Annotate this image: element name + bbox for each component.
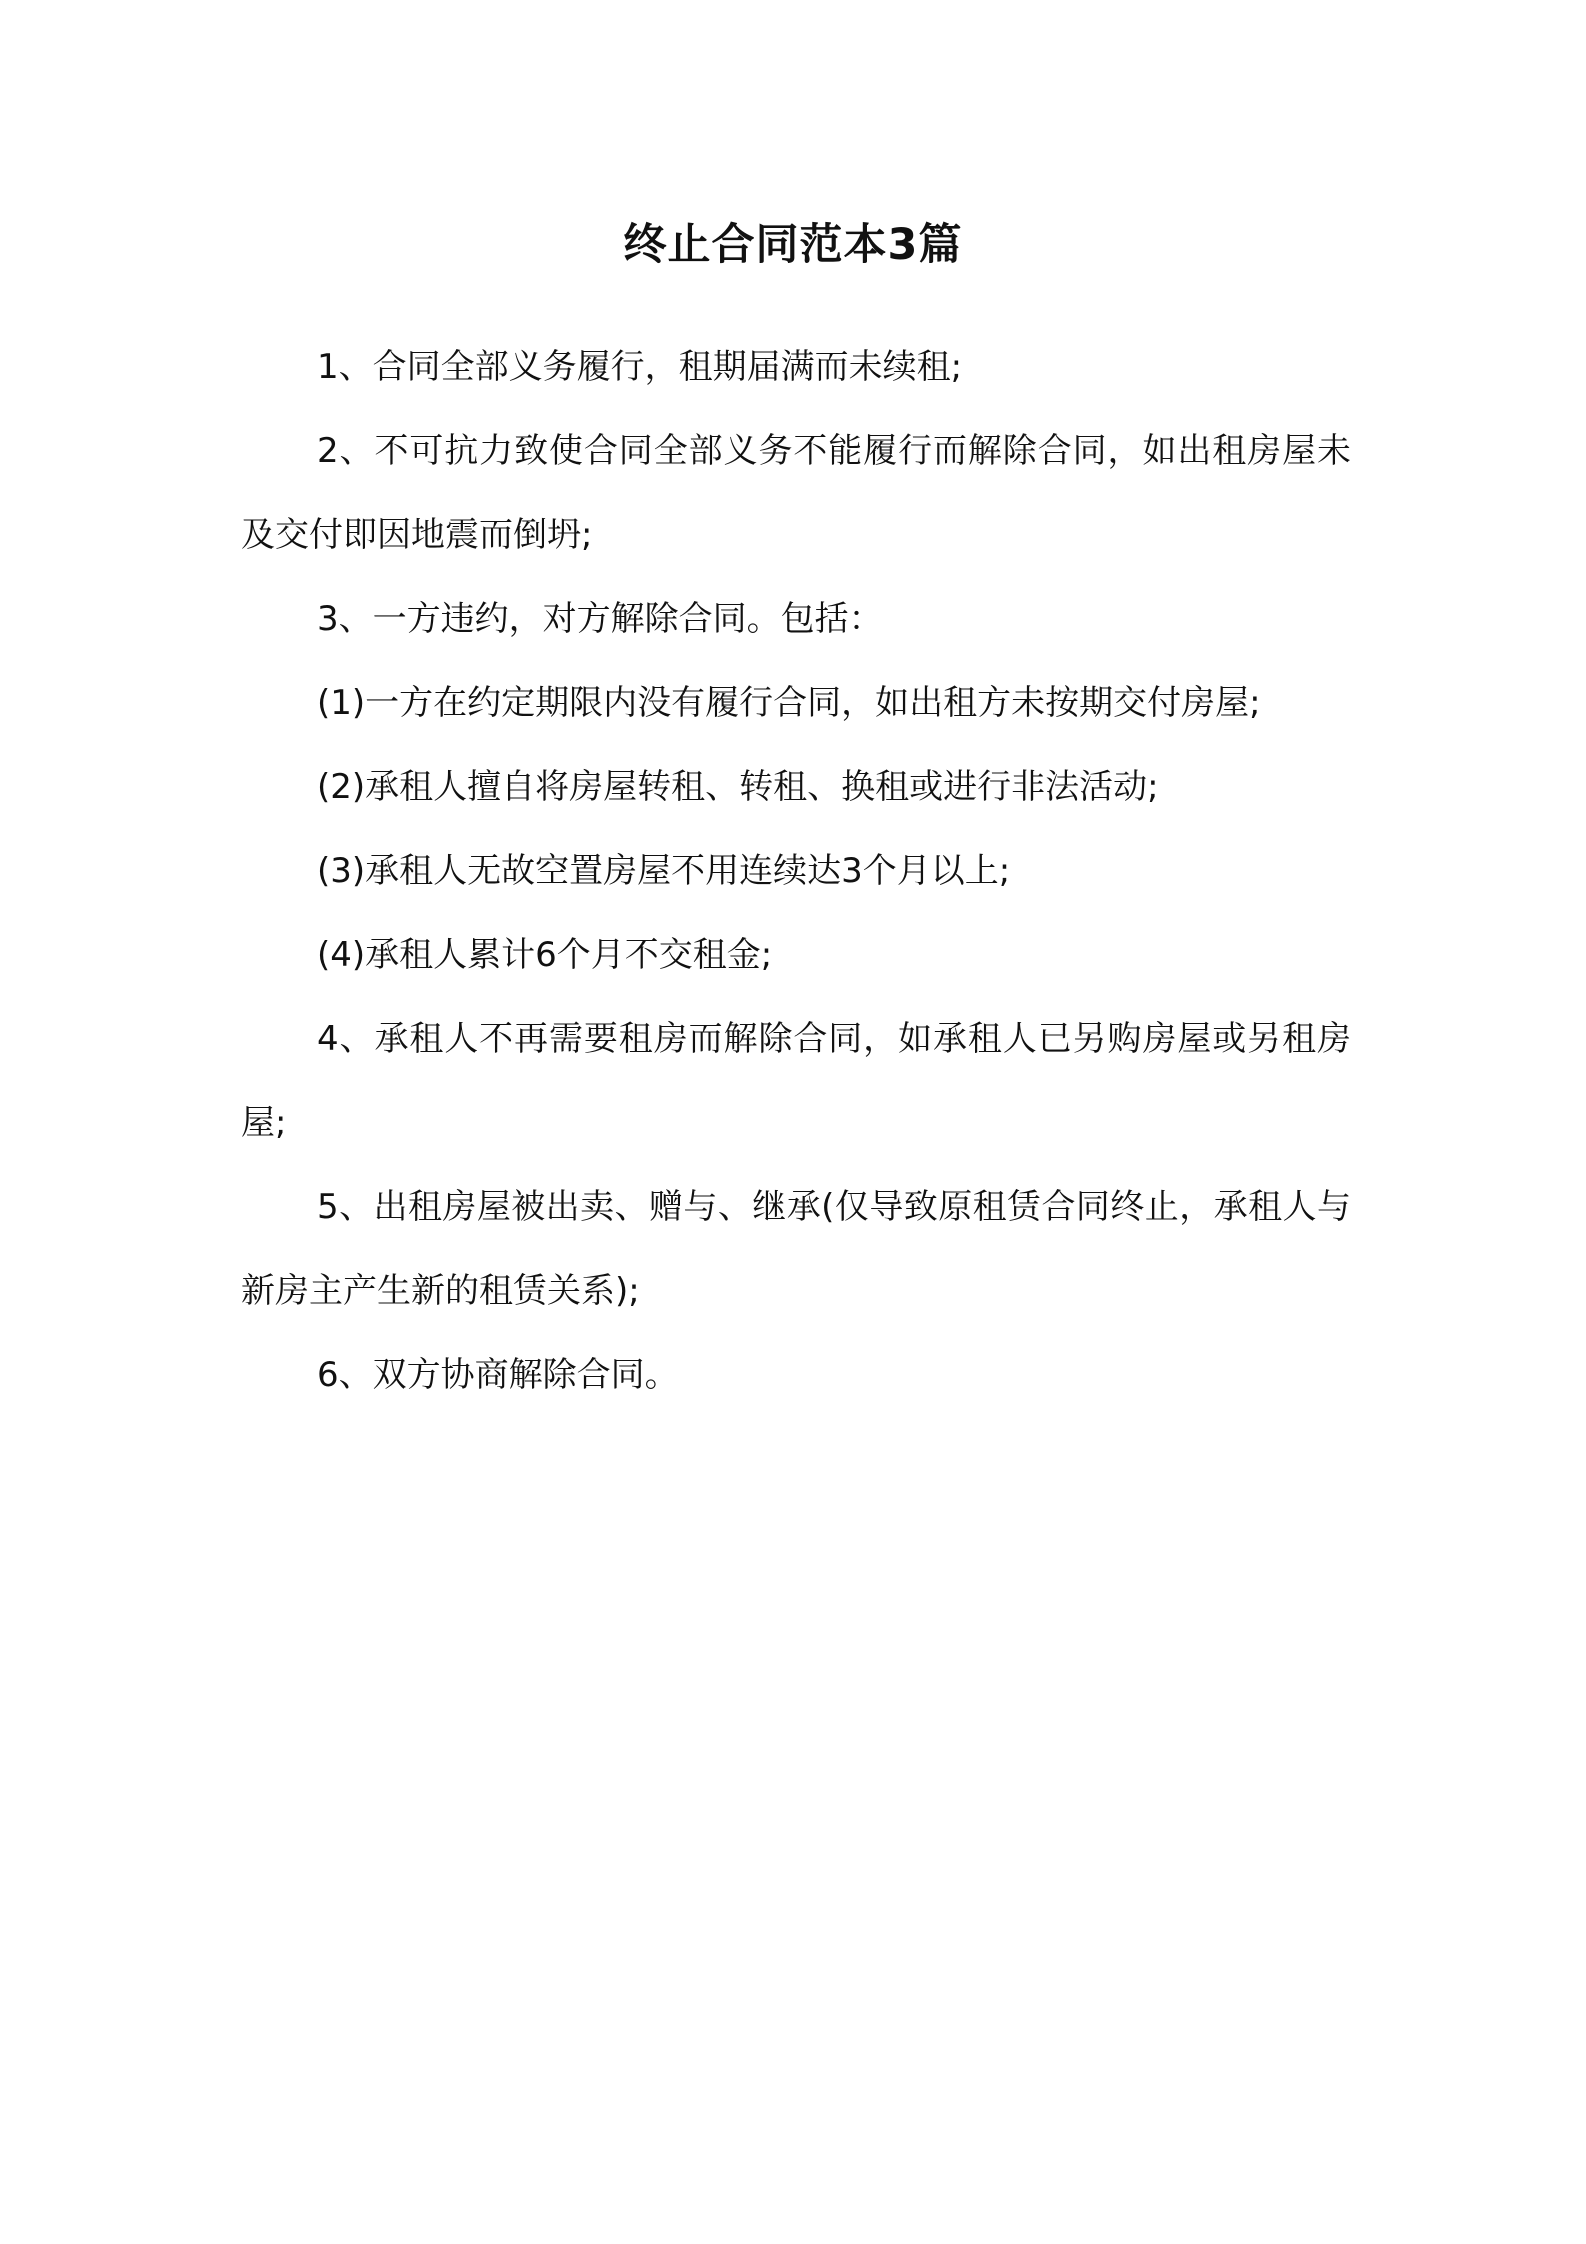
paragraph-3-item-4: (4)承租人累计6个月不交租金; bbox=[317, 935, 773, 975]
paragraph-2: 2、不可抗力致使合同全部义务不能履行而解除合同，如出租房屋未及交付即因地震而倒坍; bbox=[241, 431, 1351, 555]
paragraph-3: 3、一方违约，对方解除合同。包括： bbox=[317, 599, 883, 639]
paragraph-3-item-1: (1)一方在约定期限内没有履行合同，如出租方未按期交付房屋; bbox=[317, 683, 1261, 723]
paragraph-1: 1、合同全部义务履行，租期届满而未续租; bbox=[317, 347, 963, 387]
paragraph-5: 5、出租房屋被出卖、赠与、继承(仅导致原租赁合同终止，承租人与新房主产生新的租赁关系); bbox=[241, 1187, 1351, 1311]
paragraph-4: 4、承租人不再需要租房而解除合同，如承租人已另购房屋或另租房屋; bbox=[241, 1019, 1351, 1143]
paragraph-3-item-3: (3)承租人无故空置房屋不用连续达3个月以上; bbox=[317, 851, 1011, 891]
document-title: 终止合同范本3篇 bbox=[623, 220, 963, 270]
paragraph-6: 6、双方协商解除合同。 bbox=[317, 1355, 679, 1395]
paragraph-3-item-2: (2)承租人擅自将房屋转租、转租、换租或进行非法活动; bbox=[317, 767, 1159, 807]
document-body bbox=[241, 325, 1351, 1417]
